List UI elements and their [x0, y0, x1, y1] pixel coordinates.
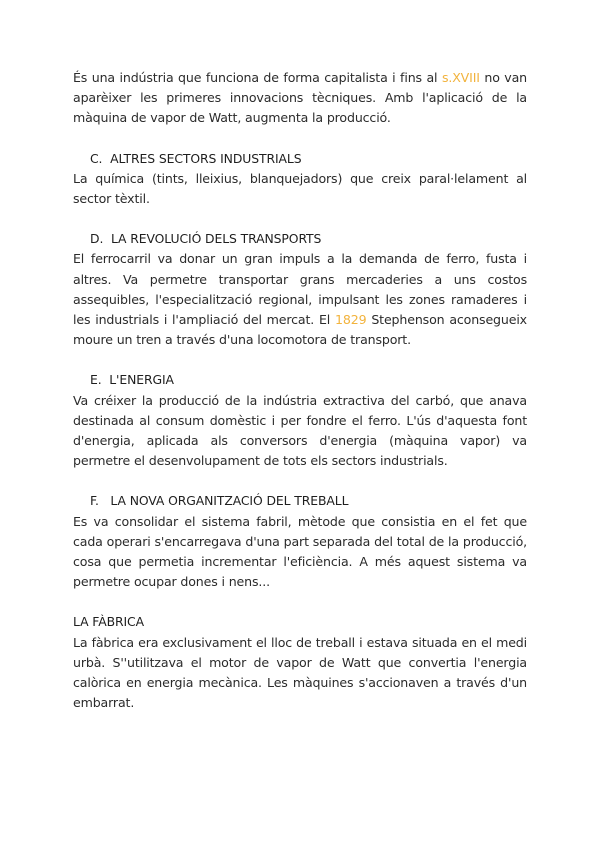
spacer: [73, 350, 527, 370]
section-d-text-before: El ferrocarril va donar un gran impuls a la demanda de ferro, fusta i altres. Va permetre transportar grans mercaderies a uns costos assequibles, l'especialització regional, impulsant les zones ramaderes i les industrials i l'ampliació del mercat. El: [73, 251, 527, 328]
intro-text-after: no van aparèixer les primeres innovacions tècniques. Amb l'aplicació de la màquina de vapor de Watt, augmenta la producció.: [73, 70, 528, 126]
section-e-paragraph: Va créixer la producció de la indústria extractiva del carbó, que anava destinada al consum domèstic i per fondre el ferro. L'ús d'aquesta font d'energia, aplicada als conversors d'energia (màquina vapor) va permetre el desenvolupament de tots els sectors industrials.: [73, 392, 527, 469]
heading-la-fabrica: LA FÀBRICA: [73, 614, 144, 630]
document-page: [73, 68, 527, 713]
section-d-paragraph: [73, 249, 527, 350]
intro-paragraph: [73, 68, 527, 129]
section-c-paragraph: La química (tints, lleixius, blanquejadors) que creix paral·lelament al sector tèxtil.: [73, 170, 527, 207]
section-f-paragraph: Es va consolidar el sistema fabril, mètode que consistia en el fet que cada operari s'encarregava d'una part separada del total de la producció, cosa que permetia incrementar l'eficiència. A més aquest sistema va permetre ocupar dones i nens...: [73, 513, 527, 590]
intro-highlight-century: s.XVIII: [441, 70, 480, 85]
heading-section-f: F. LA NOVA ORGANITZACIÓ DEL TREBALL: [90, 493, 349, 509]
intro-text-before: És una indústria que funciona de forma capitalista i fins al: [73, 70, 442, 85]
heading-section-d: D. LA REVOLUCIÓ DELS TRANSPORTS: [90, 231, 322, 247]
section-d-highlight-year: 1829: [335, 312, 367, 328]
section-d-text-after: Stephenson aconsegueix moure un tren a través d'una locomotora de transport.: [73, 312, 527, 348]
heading-section-e: E. L'ENERGIA: [90, 372, 174, 388]
la-fabrica-paragraph: La fàbrica era exclusivament el lloc de treball i estava situada en el medi urbà. S''utilitzava el motor de vapor de Watt que convertia l'energia calòrica en energia mecànica. Les màquines s'accionaven a través d'un embarrat.: [73, 634, 527, 711]
heading-section-c: C. ALTRES SECTORS INDUSTRIALS: [90, 150, 302, 166]
spacer: [73, 129, 527, 149]
spacer: [73, 592, 527, 612]
spacer: [73, 471, 527, 491]
spacer: [73, 209, 527, 229]
